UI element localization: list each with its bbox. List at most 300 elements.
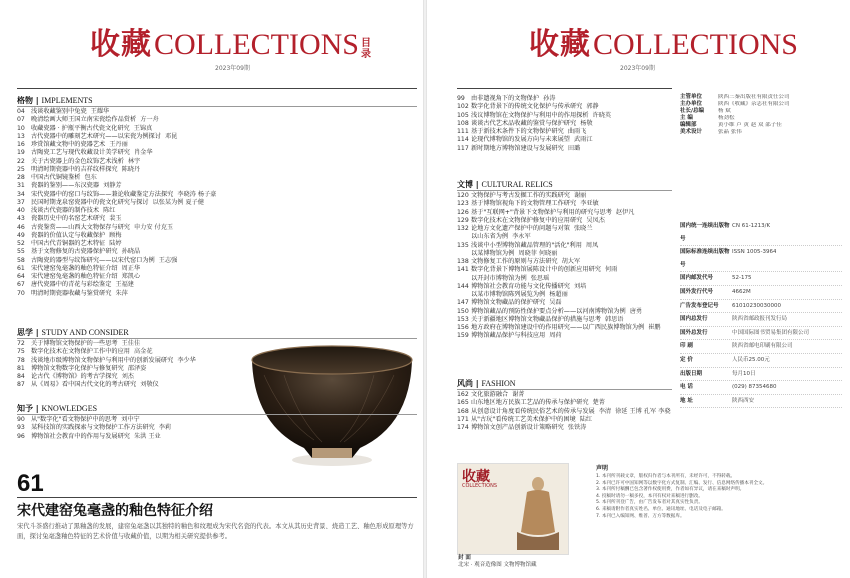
toc-entry[interactable] <box>457 217 661 225</box>
toc-title: 从"古玩"看传统工艺美术保护中的困境 <box>471 415 576 423</box>
toc-page-number: 28 <box>17 174 25 181</box>
toc-author: 张晓兰 <box>574 225 593 232</box>
toc-page-number: 87 <box>17 381 25 389</box>
toc-entry[interactable] <box>17 248 216 256</box>
notice <box>596 463 841 520</box>
toc-entry[interactable] <box>17 166 216 174</box>
toc-author: 邓昆 <box>164 132 178 140</box>
masthead-value: 张晶 张伟 <box>718 129 742 135</box>
toc-page-number: 171 <box>457 415 469 423</box>
toc-page-number: 150 <box>457 307 469 315</box>
publication-row <box>680 246 842 272</box>
toc-page-number: 165 <box>457 399 469 407</box>
toc-title: 浅谈中小型博物馆藏品管理的"活化"利用 <box>471 241 582 249</box>
toc-entry[interactable] <box>17 116 216 124</box>
toc-page-number: 102 <box>457 103 469 111</box>
toc-author: 刘培 <box>574 282 587 290</box>
toc-entry[interactable] <box>17 199 216 207</box>
brand-en: COLLECTIONS <box>593 28 798 61</box>
toc-list <box>17 340 196 390</box>
toc-author: 包东 <box>84 174 97 181</box>
toc-author: 肖金华 <box>134 149 153 157</box>
toc-page-number: 34 <box>17 190 25 198</box>
toc-entry[interactable] <box>457 233 661 241</box>
toc-entry[interactable] <box>17 158 216 166</box>
toc-author: 张铁涛 <box>567 424 587 431</box>
publication-key: 国内总发行 <box>680 316 708 323</box>
toc-page-number: 52 <box>17 240 25 247</box>
masthead-key: 主管单位 <box>680 94 703 100</box>
masthead-key: 美术设计 <box>680 129 703 135</box>
toc-author: 陆婷 <box>109 240 122 247</box>
section-heading: 知予 | KNOWLEDGES <box>17 404 98 413</box>
masthead-key: 社长/总编 <box>680 108 705 114</box>
publication-value: 人民币25.00元 <box>732 356 770 363</box>
toc-page-number: 168 <box>457 407 469 415</box>
toc-title: 基于文物修复的古瓷器保护研究 <box>31 248 118 256</box>
toc-entry[interactable] <box>17 108 216 116</box>
masthead-key: 主 编 <box>680 115 693 121</box>
issue-label: 2023年09期 <box>215 65 250 72</box>
toc-entry[interactable] <box>457 136 611 144</box>
brand-en: COLLECTIONS <box>154 28 359 61</box>
toc-author: 谢丽 <box>574 192 587 199</box>
toc-entry[interactable] <box>17 232 216 240</box>
toc-entry[interactable] <box>17 257 216 265</box>
toc-author: 张思瑶 <box>530 274 550 282</box>
toc-page-number: 58 <box>17 256 25 264</box>
toc-title: 论古代《博物馆》的考古学探究 <box>31 373 118 380</box>
toc-entry[interactable] <box>17 207 216 215</box>
toc-title: 论现代博物馆的发展方向与未来展望 <box>471 136 570 144</box>
toc-page-number: 67 <box>17 281 25 289</box>
toc-author: 陈晓丹 <box>121 165 141 173</box>
section-name-en: KNOWLEDGES <box>41 404 98 413</box>
toc-author: 唐勇 <box>629 307 643 315</box>
toc-entry[interactable] <box>457 408 671 416</box>
brand-mulu: 目录 <box>361 38 371 60</box>
toc-page-number: 153 <box>457 315 469 323</box>
toc-entry[interactable] <box>17 133 216 141</box>
toc-author: 赵伊凡 <box>615 208 635 216</box>
toc-title: 以山东省为例 <box>471 233 509 241</box>
toc-page-number: 49 <box>17 231 25 239</box>
toc-title: 博物馆藏品保护与科技应用 <box>471 332 546 340</box>
toc-author: 周凤 <box>585 241 599 249</box>
toc-entry[interactable] <box>17 340 196 348</box>
publication-row <box>680 286 842 300</box>
toc-title: 珍赏馆藏文物中的瓷器艺术 <box>31 141 106 148</box>
cover-thumbnail[interactable] <box>457 463 569 555</box>
toc-page-number: 13 <box>17 132 25 140</box>
toc-author: 李晓涛 杨子豪 <box>177 190 217 198</box>
toc-author: 王佳佳 <box>121 340 141 347</box>
toc-entry[interactable] <box>17 357 196 365</box>
toc-author: 顾梅 <box>109 231 122 239</box>
publication-row <box>680 381 842 395</box>
publication-row <box>680 327 842 341</box>
toc-entry[interactable] <box>17 416 171 424</box>
section-name-cn: 文博 <box>457 180 473 189</box>
toc-author: 刘敬仪 <box>140 381 159 389</box>
publication-value: ISSN 1005-3964 <box>732 249 777 256</box>
publication-value: CN 61-1213/K <box>732 223 771 229</box>
section-rule <box>17 338 417 339</box>
toc-title: 新时期地方博物馆建设与发展研究 <box>471 144 564 152</box>
toc-page-number: 25 <box>17 165 25 173</box>
masthead-row <box>680 115 842 122</box>
toc-entry[interactable] <box>17 273 216 281</box>
toc-entry[interactable] <box>457 424 671 432</box>
toc-title: 博物馆社会教育功能与文化传播研究 <box>471 282 570 290</box>
cover-caption-label: 封 面 <box>458 555 471 561</box>
toc-entry[interactable] <box>457 128 611 136</box>
toc-author: 孙晓晶 <box>121 248 141 256</box>
toc-title: 浅谈古代瓷器的制作技术 <box>31 207 100 214</box>
toc-entry[interactable] <box>17 240 216 248</box>
publication-key: 广告发布登记号 <box>680 302 719 309</box>
toc-page-number: 114 <box>457 136 469 144</box>
toc-entry[interactable] <box>17 365 196 373</box>
toc-title: 民国时期龙泉窑瓷器中的瓷文化研究与探讨 <box>31 198 149 206</box>
toc-entry[interactable] <box>17 373 196 381</box>
toc-page-number: 46 <box>17 223 25 231</box>
toc-title: 古陶瓷工艺与现代收藏设计美学研究 <box>31 149 130 157</box>
notice-line: 5. 本刊所刊登广告，由广告发布者对其真实性负责。 <box>596 500 703 506</box>
toc-title: 古瓷鉴赏——山西大文物保存与研究 <box>31 223 130 231</box>
toc-author: 刘杰 <box>121 373 134 380</box>
toc-page-number: 37 <box>17 198 25 206</box>
toc-entry[interactable] <box>17 424 171 432</box>
publication-value: 61010230030000 <box>732 302 781 309</box>
toc-title: 中国古代铜镜鉴析 <box>31 174 81 181</box>
publication-value: 陕西西安 <box>732 397 755 404</box>
toc-author: 王耀华 <box>90 108 110 115</box>
toc-entry[interactable] <box>17 433 171 441</box>
section-name-en: FASHION <box>481 379 516 388</box>
section-name-en: IMPLEMENTS <box>41 96 93 105</box>
toc-author: 刘中宁 <box>121 416 140 423</box>
publication-row <box>680 300 842 314</box>
masthead-row <box>680 129 842 136</box>
toc-title: 宋代瓷器中的窑口与纹饰——兼论收藏鉴定方法探究 <box>31 190 174 198</box>
toc-title: 文化旅游融合 <box>471 391 509 398</box>
publication-row <box>680 354 842 368</box>
publication-row <box>680 313 842 327</box>
section-name-cn: 风尚 <box>457 379 473 388</box>
toc-entry[interactable] <box>457 250 661 258</box>
toc-page-number: 84 <box>17 373 25 380</box>
toc-title: 以某市博物馆陈列展览为例 <box>471 291 546 298</box>
toc-entry[interactable] <box>457 299 661 307</box>
masthead-row <box>680 122 842 129</box>
toc-entry[interactable] <box>457 391 671 399</box>
toc-title: 从创意设计角度看传统民俗艺术的传承与发展 <box>471 407 595 415</box>
publication-key: 国内统一连续出版物号 <box>680 223 730 242</box>
toc-page-number: 141 <box>457 266 469 274</box>
toc-title: 浅议博物馆在文物保护与利用中的作用探析 <box>471 111 589 119</box>
brand-cn: 收藏 <box>529 27 591 62</box>
notice-line: 7. 本刊已入编知网、维普、万方等数据库。 <box>596 513 685 519</box>
toc-author: 朱洪 王业 <box>134 432 161 440</box>
publication-row <box>680 340 842 354</box>
toc-page-number: 64 <box>17 273 25 280</box>
toc-title: 博物馆社会教育中的作用与发展研究 <box>31 432 130 440</box>
toc-entry[interactable] <box>457 242 661 250</box>
publication-key: 国内邮发代号 <box>680 275 714 282</box>
divider <box>457 88 672 89</box>
toc-entry[interactable] <box>457 283 661 291</box>
toc-page-number: 31 <box>17 182 25 190</box>
toc-entry[interactable] <box>17 281 216 289</box>
toc-author: 郭静 <box>586 103 599 111</box>
toc-entry[interactable] <box>457 332 661 340</box>
publication-value: 52-175 <box>732 275 752 282</box>
masthead-value: 黄小维 卢 黄 赵 双 邵子佳 <box>718 122 782 128</box>
publication-row <box>680 272 842 286</box>
toc-title: 某科技馆的实践探索与文物保护工作方法研究 <box>31 424 155 432</box>
toc-entry[interactable] <box>457 308 661 316</box>
toc-entry[interactable] <box>17 348 196 356</box>
toc-title: 博物馆藏品的预防性保护要点分析——以河南博物馆为例 <box>471 307 626 315</box>
toc-author: 王丹丽 <box>109 141 128 148</box>
publication-info <box>680 220 842 408</box>
toc-entry[interactable] <box>457 200 661 208</box>
toc-title: 谈谈古代艺术品收藏的鉴赏与保护研究 <box>471 119 577 127</box>
masthead-value: 陕西三秦出版社有限责任公司 <box>718 94 790 100</box>
publication-value: 中国国际图书贸易集团有限公司 <box>732 329 810 336</box>
notice-line: 3. 本刊所付稿酬已包含著作权使用费，作者如有异议，请在来稿时声明。 <box>596 487 745 493</box>
toc-page-number: 129 <box>457 216 469 224</box>
publication-key: 地 址 <box>680 397 693 404</box>
toc-entry[interactable] <box>457 316 661 324</box>
toc-page-number: 43 <box>17 215 25 223</box>
issue-label: 2023年09期 <box>620 65 655 72</box>
publication-key: 国外发行代号 <box>680 288 714 295</box>
toc-author: 方一舟 <box>140 116 159 124</box>
toc-entry[interactable] <box>457 275 661 283</box>
publication-row <box>680 368 842 382</box>
cover-caption <box>458 555 598 569</box>
toc-author: 周正华 <box>121 264 141 272</box>
publication-key: 出版日期 <box>680 370 703 377</box>
notice-line: 6. 来稿请附作者真实姓名、单位、通讯地址、电话及电子邮箱。 <box>596 506 726 512</box>
toc-title: 基于博物馆视角下的文物管理工作研究 <box>471 200 577 208</box>
toc-title: 瓷器的价值认定与收藏保护 <box>31 231 106 239</box>
publication-value: (029) 87354680 <box>732 384 777 391</box>
toc-title: 唐代瓷器中的青花与彩绘鉴定 <box>31 281 112 289</box>
toc-title: 明清时期瓷器中的吉祥纹样探究 <box>31 165 118 173</box>
toc-entry[interactable] <box>17 149 216 157</box>
toc-author: 林宇 <box>127 157 141 165</box>
toc-entry[interactable] <box>17 125 216 133</box>
toc-entry[interactable] <box>457 209 661 217</box>
toc-page-number: 135 <box>457 241 469 249</box>
publication-value: 陕西省邮电印刷有限公司 <box>732 343 793 350</box>
feature-description: 宋代斗茶盛行推动了黑釉盏的发展，建窑兔毫盏以其独特的釉色和纹理成为宋代名瓷的代表。本文从其历史背景、烧造工艺、釉色形成原理等方面，探讨兔毫盏釉色特征的艺术价值与收藏价值，以期为相关研究提供参考。 <box>17 523 414 540</box>
toc-entry[interactable] <box>17 224 216 232</box>
notice-title: 声明 <box>596 465 609 472</box>
toc-entry[interactable] <box>17 265 216 273</box>
toc-author: 邵泽姿 <box>127 364 147 372</box>
toc-entry[interactable] <box>457 120 611 128</box>
section-rule <box>457 389 672 390</box>
section-heading: 格物 | IMPLEMENTS <box>17 96 93 105</box>
toc-author: 李莉 <box>158 424 172 432</box>
toc-title: 从"数字化"看文物保护中的思考 <box>31 416 118 423</box>
toc-entry[interactable] <box>457 95 611 103</box>
toc-entry[interactable] <box>17 141 216 149</box>
toc-page-number <box>457 275 471 283</box>
toc-entry[interactable] <box>17 215 216 223</box>
toc-page-number: 120 <box>457 192 469 199</box>
toc-page-number: 138 <box>457 258 469 265</box>
toc-entry[interactable] <box>457 291 661 299</box>
toc-entry[interactable] <box>17 182 216 190</box>
toc-title: 以开封市博物馆为例 <box>471 274 527 282</box>
toc-page-number: 156 <box>457 324 469 331</box>
section-name-cn: 知予 <box>17 404 33 413</box>
guanyin-statue-image <box>513 472 563 552</box>
toc-author: 陆红 <box>579 415 593 423</box>
toc-title: 关于博物馆文物保护的一些思考 <box>31 340 118 347</box>
toc-entry[interactable] <box>17 381 196 389</box>
toc-entry[interactable] <box>17 290 216 298</box>
section-name-en: STUDY AND CONSIDER <box>41 328 129 337</box>
toc-author: 裴玉 <box>109 215 122 223</box>
toc-title: 收藏瓷器 · 护瓶平衡古代瓷文化研究 <box>31 124 130 132</box>
toc-title: 博物馆文创产品创新设计策略研究 <box>471 424 564 431</box>
toc-page-number: 22 <box>17 157 25 165</box>
toc-author: 王志强 <box>158 256 178 264</box>
toc-page-number: 111 <box>457 128 469 135</box>
toc-entry[interactable] <box>457 225 661 233</box>
toc-title: 从《周易》看中国古代文化的考古研究 <box>31 381 137 389</box>
toc-page-number: 132 <box>457 225 469 232</box>
toc-page-number <box>457 233 471 241</box>
toc-page-number <box>457 250 471 258</box>
toc-entry[interactable] <box>457 416 671 424</box>
toc-author: 谢菁 <box>512 391 525 398</box>
toc-author: 杨超丽 <box>549 291 568 298</box>
toc-author: 李永军 <box>512 233 531 241</box>
toc-page-number: 16 <box>17 141 25 148</box>
cover-caption-text: 北宋 · 观音造像图 文物博物馆藏 <box>458 562 537 568</box>
toc-page-number: 10 <box>17 124 25 132</box>
toc-page-number: 72 <box>17 340 25 347</box>
notice-line: 2. 本刊已许可中国知网等以数字化方式复制、汇编、发行、信息网络传播本刊全文。 <box>596 480 768 486</box>
toc-title: 博物馆文物藏品的保护研究 <box>471 299 546 307</box>
toc-entry[interactable] <box>457 112 611 120</box>
toc-page-number: 147 <box>457 299 469 307</box>
publication-key: 国外总发行 <box>680 329 708 336</box>
notice-line: 4. 投稿时请勿一稿多投，本刊有权对来稿进行删改。 <box>596 493 703 499</box>
toc-author: 周荷 <box>549 332 562 340</box>
toc-author: 韩思语 <box>604 315 624 323</box>
toc-title: 博物馆文物数字化保护与修复研究 <box>31 364 124 372</box>
publication-key: 电 话 <box>680 384 693 391</box>
toc-entry[interactable] <box>457 266 661 274</box>
toc-entry[interactable] <box>457 324 661 332</box>
toc-title: 瓷器历史中的名窑艺术研究 <box>31 215 106 223</box>
toc-list <box>457 391 671 432</box>
toc-author: 李清 <box>598 407 612 415</box>
toc-entry[interactable] <box>457 258 661 266</box>
toc-title: 基于新技术条件下的文物保护研究 <box>471 128 564 135</box>
toc-entry[interactable] <box>457 399 671 407</box>
toc-author: 申力安 付克玉 <box>134 223 174 231</box>
toc-author: 朱萍 <box>115 289 128 297</box>
toc-title: 古陶瓷的器型与纹饰研究——以宋代窑口为例 <box>31 256 155 264</box>
toc-author: 许晓英 <box>592 111 612 119</box>
toc-page-number: 90 <box>17 416 25 423</box>
toc-page-number: 70 <box>17 289 25 297</box>
toc-page-number: 40 <box>17 207 25 214</box>
toc-entry[interactable] <box>17 191 216 199</box>
feature-title[interactable]: 宋代建窑兔毫盏的釉色特征介绍 <box>17 503 213 519</box>
masthead-row <box>680 101 842 108</box>
toc-title: 浅谈收藏鉴别中兔瓷 <box>31 108 87 115</box>
toc-page-number: 174 <box>457 424 469 431</box>
publication-row <box>680 220 842 246</box>
toc-entry[interactable] <box>457 145 611 153</box>
feature-page-number: 61 <box>17 470 44 497</box>
toc-author: 周晓菲 何晓丽 <box>518 249 558 257</box>
toc-author: 以张某为例 夏子健 <box>152 198 205 206</box>
toc-page-number: 93 <box>17 424 25 432</box>
brand-cn: 收藏 <box>90 27 152 62</box>
toc-entry[interactable] <box>17 174 216 182</box>
toc-page-number: 07 <box>17 116 25 124</box>
brand-logo <box>529 27 798 62</box>
toc-author: 高金花 <box>134 348 153 356</box>
masthead-value: 陕西《收藏》杂志社有限公司 <box>718 101 790 107</box>
toc-author: 郑凯心 <box>121 273 141 280</box>
toc-list-continued <box>457 95 611 153</box>
toc-title: 地方政府在博物馆建设中的作用研究——以广西民族博物馆为例 <box>471 324 645 331</box>
section-heading: 风尚 | FASHION <box>457 379 516 388</box>
masthead-row <box>680 94 842 101</box>
toc-page-number: 81 <box>17 364 25 372</box>
toc-title: 古代瓷器中的雕刻艺术研究——以宋瓷为例探讨 <box>31 132 161 140</box>
toc-author: 吴凤杰 <box>586 216 605 224</box>
toc-author: 李亚敏 <box>580 200 599 208</box>
section-rule <box>457 190 672 191</box>
toc-page-number: 04 <box>17 108 25 115</box>
toc-page-number: 159 <box>457 332 469 340</box>
toc-list <box>457 192 661 341</box>
toc-title: 数字化技术在文物保护修复中的应用研究 <box>471 216 583 224</box>
toc-author: 何雨 <box>604 266 618 274</box>
toc-page-number: 126 <box>457 208 469 216</box>
toc-title: 文物保护与考古发掘工作的实践研究 <box>471 192 570 199</box>
toc-title: 文物修复工作的原则与方法研究 <box>471 258 558 265</box>
divider <box>17 88 417 89</box>
toc-title: 基于"互联网+"背景下文物保护与利用的研究与思考 <box>471 208 612 216</box>
toc-entry[interactable] <box>457 192 661 200</box>
publication-key: 定 价 <box>680 356 693 363</box>
toc-entry[interactable] <box>457 103 611 111</box>
toc-page-number: 162 <box>457 391 469 398</box>
toc-title: 关于古瓷器上的金色纹饰艺术浅析 <box>31 157 124 165</box>
brand-logo <box>90 27 372 62</box>
toc-title: 以某博物馆为例 <box>471 249 515 257</box>
toc-title: 宋代建窑兔毫盏的釉色特征介绍 <box>31 264 118 272</box>
feature-divider <box>17 497 417 498</box>
toc-author: 田璐 <box>567 144 581 152</box>
toc-author: 孙涛 <box>543 95 556 102</box>
toc-title: 中国古代青铜器的艺术特征 <box>31 240 106 247</box>
